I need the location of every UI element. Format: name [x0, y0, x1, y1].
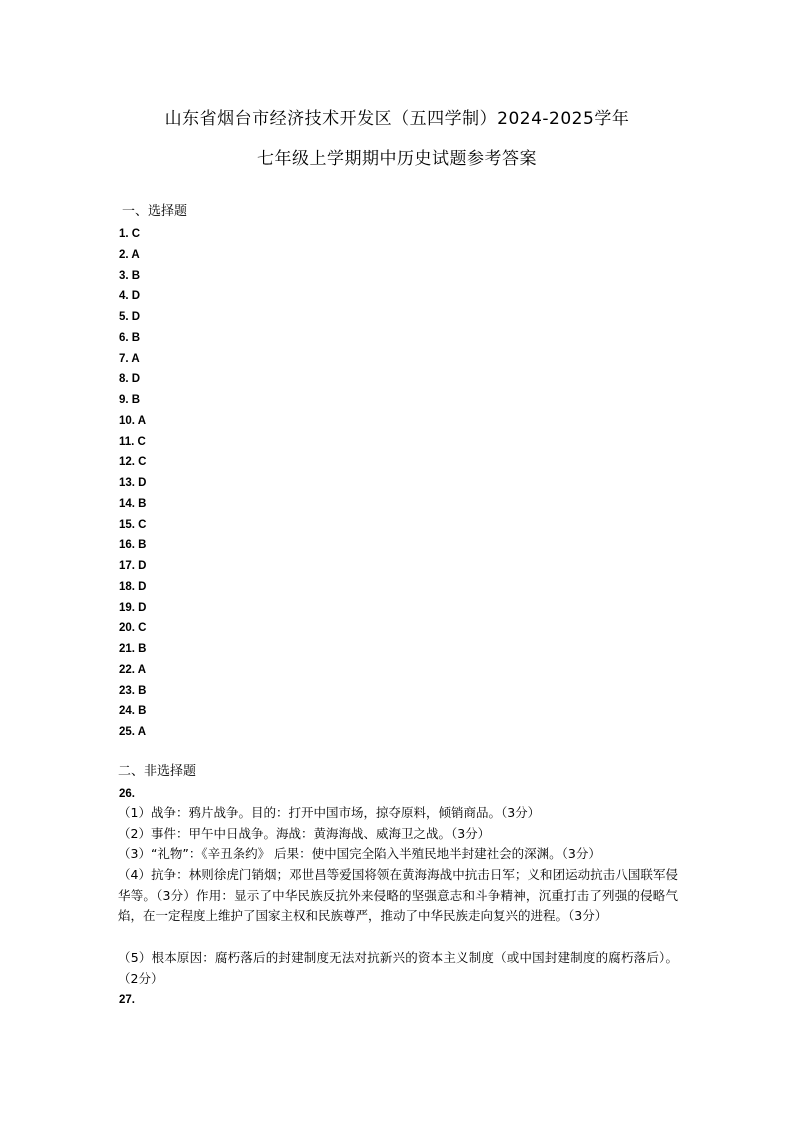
- section-heading-nonchoice: 二、非选择题: [118, 764, 197, 779]
- answer-item: 15. C: [119, 518, 147, 531]
- answer-item: 22. A: [119, 663, 147, 676]
- answer-paragraph-26-5: （5）根本原因：腐朽落后的封建制度无法对抗新兴的资本主义制度（或中国封建制度的腐朽落后）。（2分）: [118, 950, 678, 986]
- answer-item: 4. D: [119, 290, 141, 303]
- answer-item: 20. C: [119, 622, 147, 635]
- answer-item: 5. D: [119, 311, 141, 323]
- answer-item: 12. C: [119, 456, 147, 469]
- answer-item: 7. A: [119, 352, 140, 365]
- answer-paragraph-26-2: （2）事件：甲午中日战争。海战：黄海海战、威海卫之战。（3分）: [118, 826, 491, 841]
- document-title-line1: 山东省烟台市经济技术开发区（五四学制）2024-2025学年: [164, 109, 630, 129]
- answer-item: 18. D: [119, 580, 147, 593]
- answer-item: 9. B: [119, 394, 141, 406]
- document-title-line2: 七年级上学期期中历史试题参考答案: [257, 149, 537, 169]
- answer-item: 14. B: [119, 497, 147, 510]
- answer-item: 19. D: [119, 601, 147, 614]
- answer-paragraph-26-4: （4）抗争：林则徐虎门销烟；邓世昌等爱国将领在黄海海战中抗击日军；义和团运动抗击八国联军侵华等。（3分）作用：显示了中华民族反抗外来侵略的坚强意志和斗争精神，沉重打击了列强的侵略气焰，在一定程度上维护了国家主权和民族尊严，推动了中华民族走向复兴的进程。（3分）: [118, 867, 678, 924]
- question-number-26: 26.: [119, 788, 135, 800]
- answer-item: 8. D: [119, 373, 141, 386]
- answer-item: 10. A: [119, 414, 147, 427]
- answer-paragraph-26-3: （3）“礼物”：《辛丑条约》 后果：使中国完全陷入半殖民地半封建社会的深渊。（3分）: [118, 846, 601, 861]
- answer-item: 6. B: [119, 331, 141, 344]
- question-number-27: 27.: [119, 994, 135, 1006]
- answer-item: 25. A: [119, 726, 147, 738]
- section-heading-choice: 一、选择题: [122, 204, 188, 219]
- answer-item: 2. A: [119, 248, 140, 261]
- answer-item: 3. B: [119, 269, 141, 282]
- answer-item: 13. D: [119, 477, 147, 489]
- answer-item: 23. B: [119, 684, 147, 697]
- answer-item: 16. B: [119, 539, 147, 552]
- answer-item: 17. D: [119, 560, 147, 572]
- answer-item: 21. B: [119, 643, 147, 655]
- answer-item: 24. B: [119, 705, 147, 718]
- answer-item: 11. C: [119, 435, 146, 448]
- answer-paragraph-26-1: （1）战争：鸦片战争。目的：打开中国市场，掠夺原料，倾销商品。（3分）: [118, 805, 541, 820]
- choice-answer-list: [119, 224, 147, 743]
- answer-item: 1. C: [119, 228, 141, 240]
